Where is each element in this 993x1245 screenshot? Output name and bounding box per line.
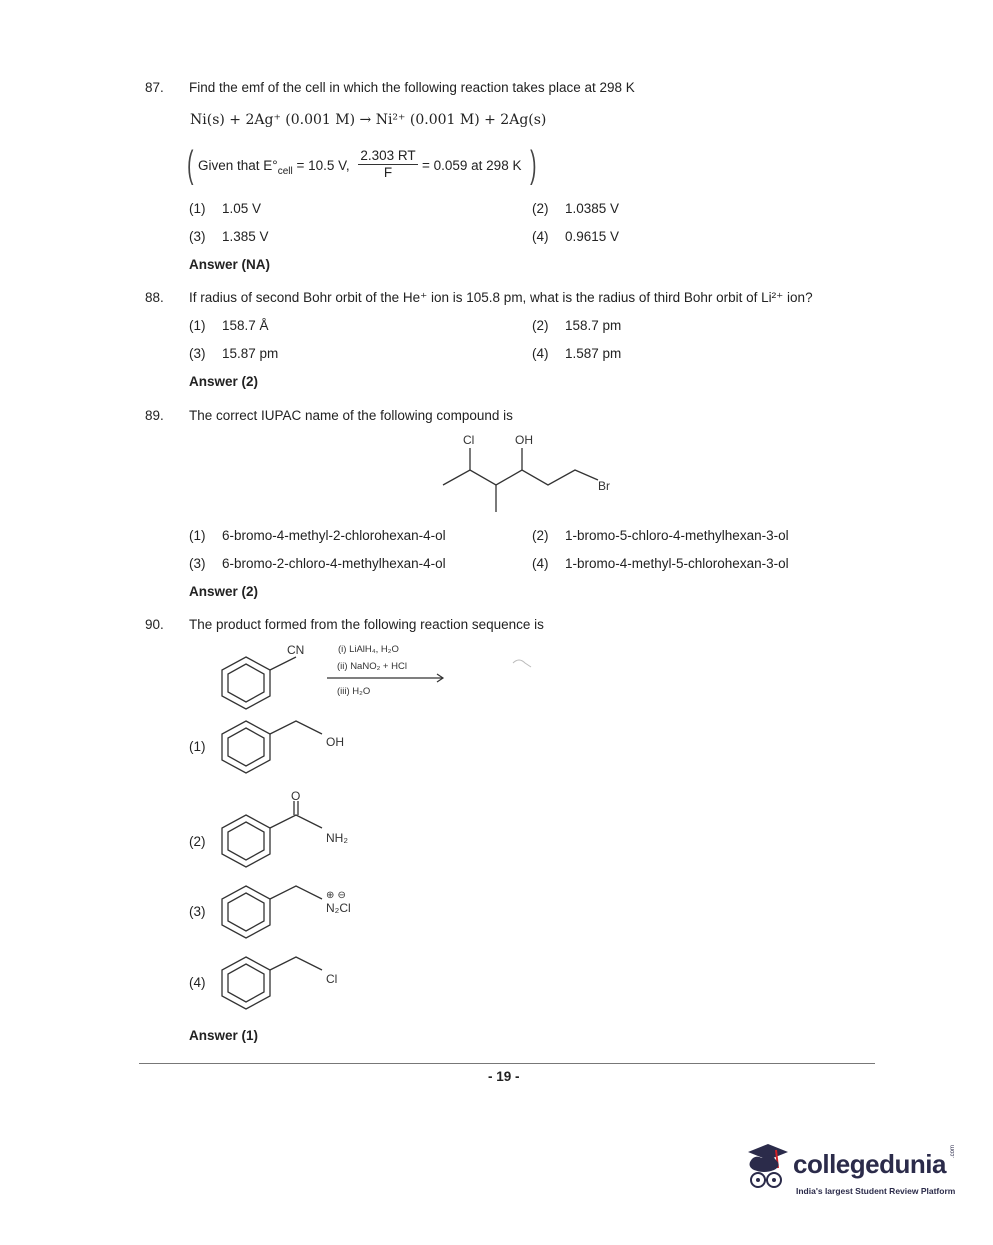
q90-option-3-charges: ⊕ ⊖ <box>326 890 346 901</box>
q87-reaction: Ni(s) + 2Ag⁺ (0.001 M) → Ni²⁺ (0.001 M) + 2Ag(s) <box>190 112 547 128</box>
q87-option-2: (2) 1.0385 V <box>532 201 620 216</box>
q90-answer: Answer (1) <box>189 1028 259 1043</box>
q88-option-1: (1) 158.7 Å <box>189 318 269 333</box>
q87-answer: Answer (NA) <box>189 257 271 272</box>
q87-paren-left: ( <box>187 144 194 186</box>
q90-reagent-2: (ii) NaNO₂ + HCl <box>337 661 407 672</box>
q87-paren-right: ) <box>530 144 537 186</box>
page-number: - 19 - <box>488 1069 520 1084</box>
stray-mark <box>513 660 531 667</box>
q90-number: 90. <box>145 617 164 632</box>
q90-reactant-label: CN <box>287 643 305 657</box>
q90-option-3-structure <box>222 886 322 938</box>
q90-option-1-label: OH <box>326 735 344 749</box>
q87-text: Find the emf of the cell in which the following reaction takes place at 298 K <box>189 80 635 95</box>
q90-reagent-3: (iii) H₂O <box>337 686 371 697</box>
q90-option-4-structure <box>222 957 322 1009</box>
q89-answer: Answer (2) <box>189 584 259 599</box>
q89-option-1: (1) 6-bromo-4-methyl-2-chlorohexan-4-ol <box>189 528 446 543</box>
q90-option-3-number: (3) <box>189 904 206 919</box>
q90-option-4-label: Cl <box>326 972 338 986</box>
brand-name: collegedunia <box>793 1149 946 1179</box>
q88-option-2: (2) 158.7 pm <box>532 318 622 333</box>
q89-option-3: (3) 6-bromo-2-chloro-4-methylhexan-4-ol <box>189 556 446 571</box>
q88-text: If radius of second Bohr orbit of the He⁺ ion is 105.8 pm, what is the radius of third Bohr orbit of Li²⁺ ion? <box>189 290 813 305</box>
q89-option-4: (4) 1-bromo-4-methyl-5-chlorohexan-3-ol <box>532 556 789 571</box>
q90-text: The product formed from the following reaction sequence is <box>189 617 544 632</box>
q90-option-1-structure <box>222 721 322 773</box>
q87-option-4: (4) 0.9615 V <box>532 229 620 244</box>
q89-br-label: Br <box>598 479 610 493</box>
q88-option-4: (4) 1.587 pm <box>532 346 622 361</box>
q89-number: 89. <box>145 408 164 423</box>
q90-option-4-number: (4) <box>189 975 206 990</box>
q90-option-1-number: (1) <box>189 739 206 754</box>
q89-cl-label: Cl <box>463 433 475 447</box>
q87-given: Given that $E^\circ_{cell} = 10.5$ V, <box>198 158 350 177</box>
q88-answer: Answer (2) <box>189 374 259 389</box>
q90-reagent-1: (i) LiAlH₄, H₂O <box>338 644 399 655</box>
q87-fraction: 2.303 RT F <box>358 148 418 180</box>
footer-divider <box>139 1063 875 1064</box>
q87-option-3: (3) 1.385 V <box>189 229 269 244</box>
q89-oh-label: OH <box>515 433 533 447</box>
q90-option-2-carbonyl: O <box>291 789 301 803</box>
q89-option-2: (2) 1-bromo-5-chloro-4-methylhexan-3-ol <box>532 528 789 543</box>
collegedunia-mascot-icon <box>738 1138 798 1198</box>
brand-tagline: India's largest Student Review Platform <box>796 1186 956 1196</box>
q88-option-3: (3) 15.87 pm <box>189 346 279 361</box>
q90-option-2-number: (2) <box>189 834 206 849</box>
q90-reactant <box>222 657 296 709</box>
brand-domain: .com <box>950 1144 956 1158</box>
q87-option-1: (1) 1.05 V <box>189 201 262 216</box>
q90-option-3-label: N₂Cl <box>326 901 351 915</box>
q90-option-2-label: NH₂ <box>326 831 348 845</box>
q87-number: 87. <box>145 80 164 95</box>
q90-option-2-structure <box>222 801 322 867</box>
q88-number: 88. <box>145 290 164 305</box>
q89-text: The correct IUPAC name of the following compound is <box>189 408 513 423</box>
q87-given-suffix: = 0.059 at 298 K <box>422 158 522 173</box>
